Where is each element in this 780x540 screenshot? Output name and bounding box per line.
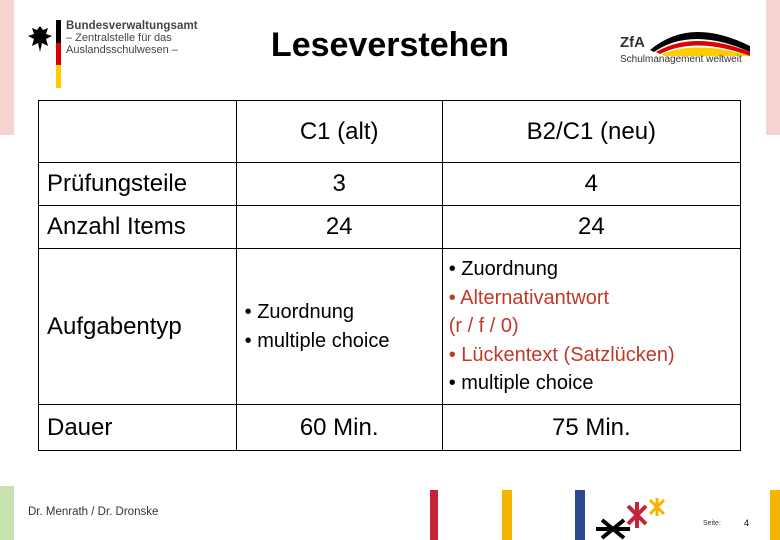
zfa-stars-icon bbox=[592, 498, 670, 540]
row-label: Dauer bbox=[39, 405, 237, 451]
table-header-row bbox=[39, 101, 741, 163]
color-bar-red bbox=[430, 490, 438, 540]
b2c1-task-list bbox=[449, 255, 740, 398]
cell-b2c1 bbox=[442, 249, 740, 405]
list-item: (r / f / 0) bbox=[448, 315, 519, 338]
cell-c1 bbox=[236, 249, 442, 405]
color-bar-yellow-right bbox=[770, 490, 780, 540]
agency-line-3: Auslandsschulwesen – bbox=[66, 44, 178, 56]
row-label: Prüfungsteile bbox=[39, 163, 237, 206]
list-item: • Lückentext (Satzlücken) bbox=[448, 343, 675, 366]
cell-b2c1: 4 bbox=[442, 163, 740, 206]
cell-c1: 24 bbox=[236, 206, 442, 249]
list-item: • Zuordnung bbox=[244, 301, 354, 323]
row-label: Aufgabentyp bbox=[39, 249, 237, 405]
table-row bbox=[39, 163, 741, 206]
cell-b2c1: 75 Min. bbox=[442, 405, 740, 451]
zfa-subtitle: Schulmanagement weltweit bbox=[620, 54, 742, 65]
table-row bbox=[39, 206, 741, 249]
zfa-logo-text: ZfA bbox=[620, 34, 645, 51]
row-label: Anzahl Items bbox=[39, 206, 237, 249]
column-header-c1: C1 (alt) bbox=[236, 101, 442, 163]
cell-c1: 60 Min. bbox=[236, 405, 442, 451]
color-bar-blue bbox=[575, 490, 585, 540]
footer-page-number: 4 bbox=[744, 518, 750, 528]
page-title: Leseverstehen bbox=[270, 26, 510, 64]
footer-page-label: Seite: bbox=[703, 520, 721, 527]
decor-corner-top-left bbox=[0, 0, 14, 135]
color-bar-yellow bbox=[502, 490, 512, 540]
agency-line-1: Bundesverwaltungsamt bbox=[66, 20, 198, 32]
decor-corner-top-right bbox=[766, 0, 780, 135]
list-item: • Alternativantwort bbox=[448, 286, 610, 309]
c1-task-list bbox=[245, 298, 442, 355]
list-item: • Zuordnung bbox=[448, 258, 558, 281]
decor-bottom-left bbox=[0, 486, 14, 540]
list-item: • multiple choice bbox=[244, 329, 390, 352]
agency-line-2: – Zentralstelle für das bbox=[66, 32, 172, 44]
cell-b2c1: 24 bbox=[442, 206, 740, 249]
footer-author: Dr. Menrath / Dr. Dronske bbox=[28, 506, 159, 518]
table-row bbox=[39, 405, 741, 451]
comparison-table bbox=[38, 100, 741, 451]
header-empty-cell bbox=[39, 101, 237, 163]
table-row bbox=[39, 249, 741, 405]
column-header-b2c1: B2/C1 (neu) bbox=[442, 101, 740, 163]
list-item: • multiple choice bbox=[448, 372, 594, 395]
zfa-logo bbox=[620, 22, 752, 70]
cell-c1: 3 bbox=[236, 163, 442, 206]
